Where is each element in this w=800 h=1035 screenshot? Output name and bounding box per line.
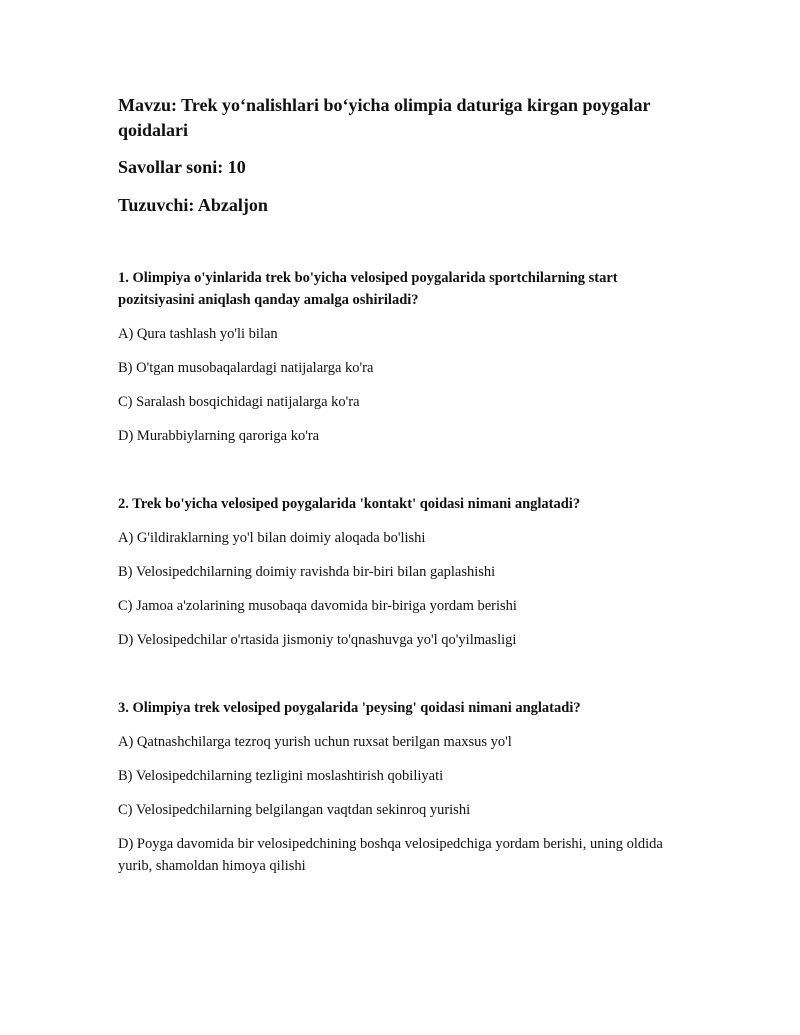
topic-heading: Mavzu: Trek yo‘nalishlari bo‘yicha olimpia daturiga kirgan poygalar qoidalari: [118, 95, 651, 140]
option-b: B) Velosipedchilarning doimiy ravishda bir-biri bilan gaplashishi: [118, 564, 496, 580]
question-3: [118, 697, 678, 877]
option-d: D) Poyga davomida bir velosipedchining boshqa velosipedchiga yordam berishi, uning oldida yurib, shamoldan himoya qilishi: [118, 836, 663, 874]
option-c: C) Velosipedchilarning belgilangan vaqtdan sekinroq yurishi: [118, 802, 471, 818]
question-2: [118, 493, 678, 651]
option-b: B) Velosipedchilarning tezligini moslashtirish qobiliyati: [118, 768, 444, 784]
option-a: A) Qatnashchilarga tezroq yurish uchun ruxsat berilgan maxsus yo'l: [118, 734, 512, 750]
question-text: 2. Trek bo'yicha velosiped poygalarida 'kontakt' qoidasi nimani anglatadi?: [118, 496, 581, 512]
author: Tuzuvchi: Abzaljon: [118, 195, 268, 215]
question-text: 3. Olimpiya trek velosiped poygalarida 'peysing' qoidasi nimani anglatadi?: [118, 700, 581, 716]
option-c: C) Jamoa a'zolarining musobaqa davomida bir-biriga yordam berishi: [118, 598, 517, 614]
question-1: [118, 267, 678, 447]
option-a: A) Qura tashlash yo'li bilan: [118, 326, 278, 342]
document-page: [118, 93, 678, 889]
option-d: D) Murabbiylarning qaroriga ko'ra: [118, 428, 320, 444]
question-count: Savollar soni: 10: [118, 157, 246, 177]
option-a: A) G'ildiraklarning yo'l bilan doimiy aloqada bo'lishi: [118, 530, 426, 546]
question-text: 1. Olimpiya o'yinlarida trek bo'yicha velosiped poygalarida sportchilarning start pozitsiyasini aniqlash qanday amalga oshiriladi?: [118, 270, 618, 308]
option-c: C) Saralash bosqichidagi natijalarga ko'ra: [118, 394, 360, 410]
option-d: D) Velosipedchilar o'rtasida jismoniy to'qnashuvga yo'l qo'yilmasligi: [118, 632, 517, 648]
option-b: B) O'tgan musobaqalardagi natijalarga ko'ra: [118, 360, 374, 376]
